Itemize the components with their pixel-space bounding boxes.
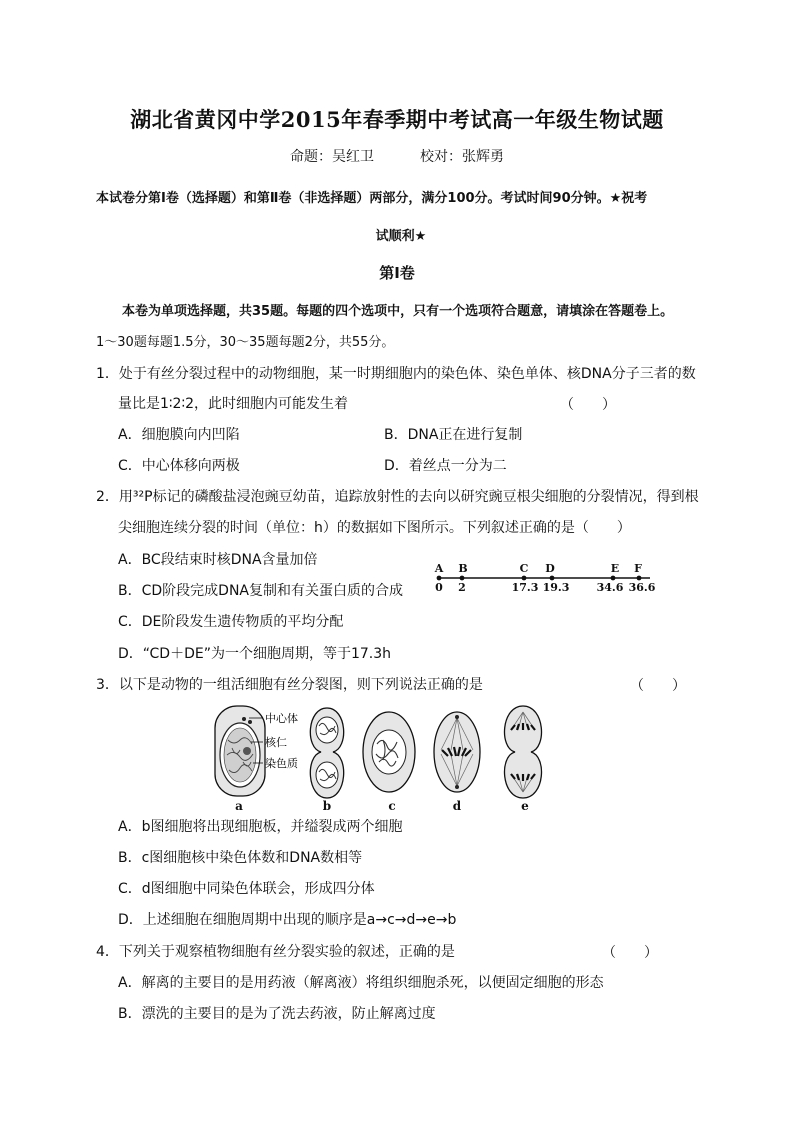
label-centrosome: 中心体 [265, 712, 298, 725]
timeline-point-f [637, 576, 642, 581]
q3-option-b: B．c图细胞核中染色体数和DNA数相等 [118, 850, 363, 866]
timeline-letter: A [434, 562, 444, 575]
cell-label-a: a [235, 799, 243, 813]
timeline-letter: D [545, 562, 555, 575]
timeline-letter: E [610, 562, 620, 575]
q2-option-c: C．DE阶段发生遗传物质的平均分配 [118, 614, 344, 630]
cell-label-c: c [388, 799, 396, 813]
intro-line-2: 试顺利★ [375, 229, 427, 244]
q3-option-d: D．上述细胞在细胞周期中出现的顺序是a→c→d→e→b [118, 912, 457, 928]
label-nucleolus: 核仁 [265, 736, 287, 749]
timeline-value: 0 [435, 581, 443, 594]
intro-line-1: 本试卷分第Ⅰ卷（选择题）和第Ⅱ卷（非选择题）两部分，满分100分。考试时间90分钟。★祝考 [96, 191, 648, 206]
q1-answer-bracket: （ ） [560, 397, 616, 413]
byline [0, 146, 794, 166]
timeline-value: 19.3 [542, 581, 570, 594]
q2-option-b: B．CD阶段完成DNA复制和有关蛋白质的合成 [118, 583, 403, 599]
timeline-letter: F [634, 562, 642, 575]
q1-option-a: A．细胞膜向内凹陷 [118, 427, 240, 443]
mitosis-figure [205, 700, 555, 815]
label-chromatin: 染色质 [265, 757, 298, 770]
q3-option-a: A．b图细胞将出现细胞板，并缢裂成两个细胞 [118, 819, 403, 835]
q4-option-a: A．解离的主要目的是用药液（解离液）将组织细胞杀死，以便固定细胞的形态 [118, 975, 604, 991]
q1-option-c: C．中心体移向两极 [118, 458, 240, 474]
cell-label-d: d [452, 799, 462, 813]
timeline-letter: C [519, 562, 529, 575]
q4-stem: 4．下列关于观察植物细胞有丝分裂实验的叙述，正确的是 [96, 944, 455, 960]
cell-cycle-timeline [425, 560, 665, 596]
cell-c [363, 712, 415, 792]
cell-b [310, 708, 343, 798]
timeline-value: 36.6 [628, 581, 656, 594]
cell-label-e: e [521, 799, 529, 813]
cell-label-b: b [322, 799, 332, 813]
timeline-value: 2 [458, 581, 466, 594]
q4-option-b: B．漂洗的主要目的是为了洗去药液，防止解离过度 [118, 1006, 436, 1022]
reviewer-credit: 校对：张辉勇 [420, 149, 504, 165]
cell-e [505, 706, 542, 798]
q1-option-b: B．DNA正在进行复制 [384, 427, 523, 443]
timeline-point-e [611, 576, 616, 581]
section-heading: 第Ⅰ卷 [379, 264, 415, 282]
q2-stem-line-2: 尖细胞连续分裂的时间（单位：h）的数据如下图所示。下列叙述正确的是（ ） [118, 520, 631, 536]
q2-option-a: A．BC段结束时核DNA含量加倍 [118, 552, 318, 568]
q2-stem-line-1: 2．用³²P标记的磷酸盐浸泡豌豆幼苗，追踪放射性的去向以研究豌豆根尖细胞的分裂情况，得到根 [96, 489, 699, 505]
q1-option-d: D．着丝点一分为二 [384, 458, 507, 474]
q1-stem-line-1: 1．处于有丝分裂过程中的动物细胞，某一时期细胞内的染色体、染色单体、核DNA分子三者的数 [96, 366, 696, 382]
exam-intro [96, 180, 706, 256]
author-credit: 命题：吴红卫 [290, 149, 374, 165]
q3-stem: 3．以下是动物的一组活细胞有丝分裂图，则下列说法正确的是 [96, 677, 483, 693]
cell-a [215, 706, 298, 796]
timeline-letter: B [458, 562, 468, 575]
q3-option-c: C．d图细胞中同染色体联会，形成四分体 [118, 881, 375, 897]
exam-title: 湖北省黄冈中学2015年春季期中考试高一年级生物试题 [130, 107, 664, 132]
instructions-line-1: 本卷为单项选择题，共35题。每题的四个选项中，只有一个选项符合题意，请填涂在答题卷上。 [122, 304, 674, 319]
q4-answer-bracket: （ ） [602, 945, 658, 961]
section-instructions [96, 296, 708, 358]
q3-answer-bracket: （ ） [630, 678, 686, 694]
timeline-value: 17.3 [511, 581, 539, 594]
cell-d [434, 712, 480, 792]
q1-stem-line-2: 量比是1∶2∶2，此时细胞内可能发生着 [118, 396, 349, 412]
timeline-point-c [522, 576, 527, 581]
instructions-line-2: 1～30题每题1.5分，30～35题每题2分，共55分。 [96, 335, 395, 350]
timeline-point-b [460, 576, 465, 581]
q2-option-d: D．“CD＋DE”为一个细胞周期，等于17.3h [118, 646, 392, 662]
timeline-point-d [550, 576, 555, 581]
timeline-point-a [437, 576, 442, 581]
timeline-value: 34.6 [596, 581, 624, 594]
